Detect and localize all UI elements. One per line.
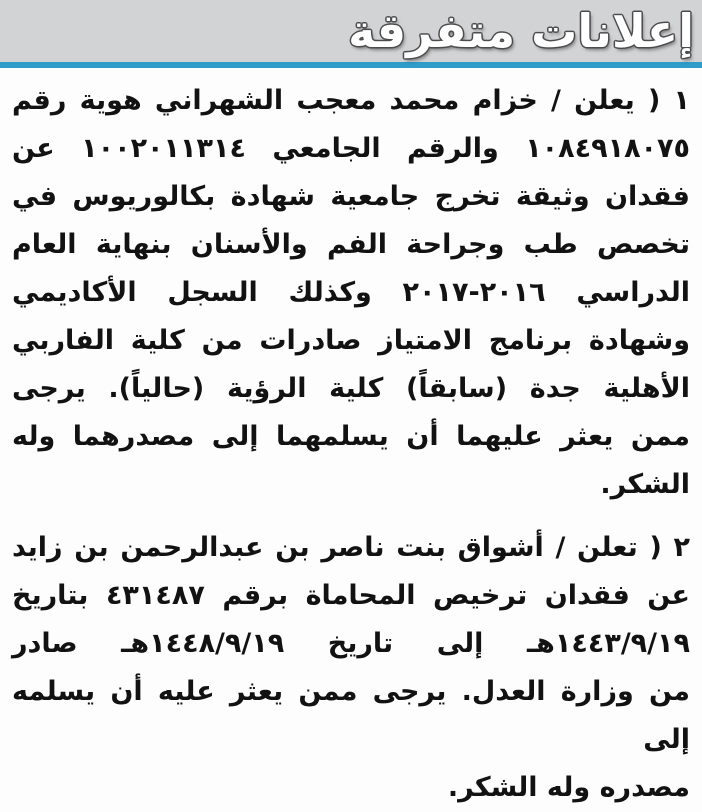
ad-line: تخصص طب وجراحة الفم والأسنان بنهاية العام [12,229,690,260]
ad-line: عن فقدان ترخيص المحاماة برقم ٤٣١٤٨٧ بتاريخ [12,580,690,611]
ad-line: ٢ ( تعلن / أشواق بنت ناصر بن عبدالرحمن بن زايد [12,532,690,563]
ad-line: ممن يعثر عليهما أن يسلمهما إلى مصدرهما وله [12,421,690,452]
ad-line: الدراسي ٢٠١٦-٢٠١٧ وكذلك السجل الأكاديمي [12,277,690,308]
ads-body [0,68,702,812]
ad-line: الأهلية جدة (سابقاً) كلية الرؤية (حالياً). يرجى [12,373,690,404]
ad-line: من وزارة العدل. يرجى ممن يعثر عليه أن يسلمه إلى [12,676,690,755]
section-title: إعلانات متفرقة [348,4,694,58]
ad-line: الشكر. [600,469,690,500]
ad-notice [12,77,690,509]
section-banner [0,0,702,62]
ad-line: ١٠٨٤٩١٨٠٧٥ والرقم الجامعي ١٠٠٢٠١١٣١٤ عن [12,133,690,164]
ad-line: مصدره وله الشكر. [447,772,690,803]
ad-line: فقدان وثيقة تخرج جامعية شهادة بكالوريوس في [12,181,690,212]
ad-notice [12,524,690,812]
ad-line: وشهادة برنامج الامتياز صادرات من كلية الفاربي [12,325,690,356]
ad-line: ١ ( يعلن / خزام محمد معجب الشهراني هوية رقم [12,85,690,116]
ad-line: ١٤٤٣/٩/١٩هـ إلى تاريخ ١٤٤٨/٩/١٩هـ صادر [12,628,690,659]
